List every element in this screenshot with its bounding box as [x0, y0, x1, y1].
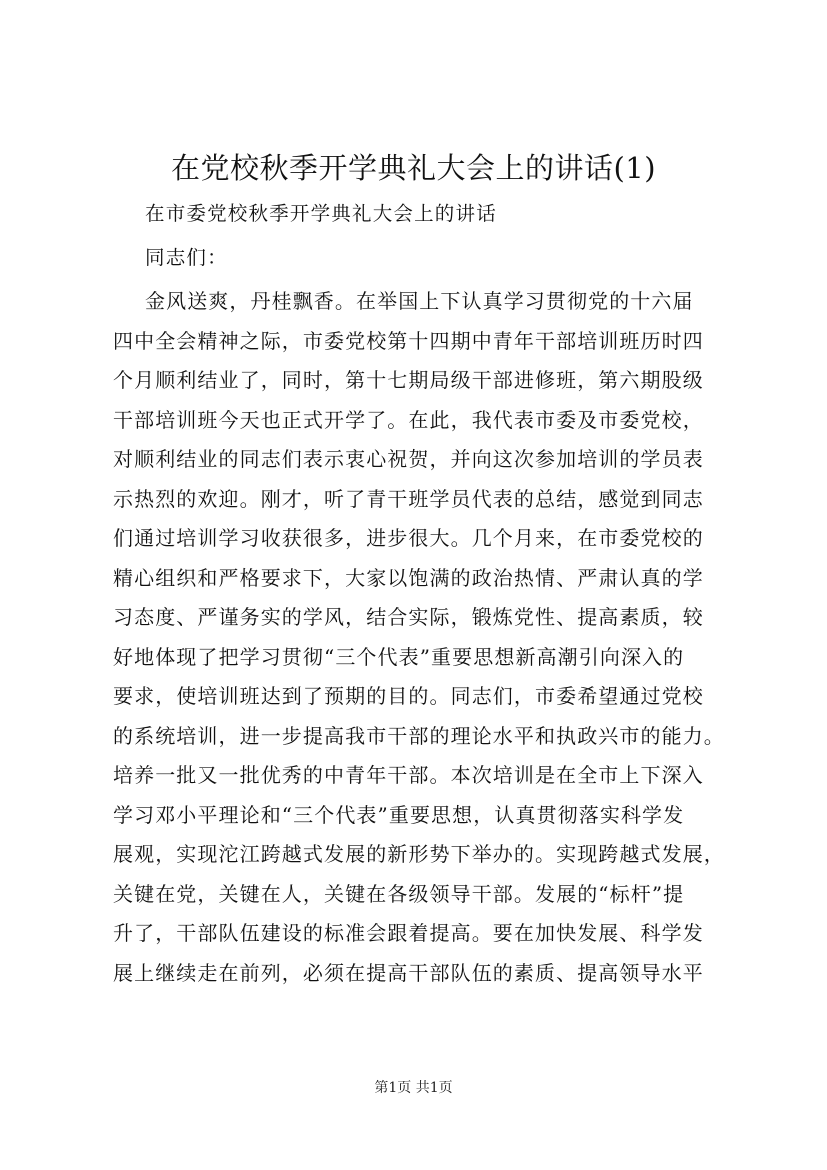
body-text	[113, 282, 743, 993]
body-line: 示热烈的欢迎。刚才，听了青干班学员代表的总结，感觉到同志	[113, 486, 704, 511]
body-line: 培养一批又一批优秀的中青年干部。本次培训是在全市上下深入	[113, 763, 704, 787]
body-line: 个月顺利结业了，同时，第十七期局级干部进修班，第六期股级	[113, 368, 704, 392]
body-line: 金风送爽，丹桂飘香。在举国上下认真学习贯彻党的十六届	[145, 289, 694, 313]
body-line: 干部培训班今天也正式开学了。在此，我代表市委及市委党校，	[113, 407, 704, 432]
body-line: 的系统培训，进一步提高我市干部的理论水平和执政兴市的能力。	[113, 723, 725, 748]
body-line: 好地体现了把学习贯彻“三个代表”重要思想新高潮引向深入的	[113, 644, 685, 669]
body-line: 学习邓小平理论和“三个代表”重要思想，认真贯彻落实科学发	[113, 802, 685, 827]
document-subtitle: 在市委党校秋季开学典礼大会上的讲话	[145, 202, 497, 225]
body-line: 展观，实现沱江跨越式发展的新形势下举办的。实现跨越式发展，	[113, 842, 725, 866]
body-line: 们通过培训学习收获很多，进步很大。几个月来，在市委党校的	[113, 526, 704, 550]
body-line: 要求，使培训班达到了预期的目的。同志们，市委希望通过党校	[113, 684, 704, 708]
body-line: 对顺利结业的同志们表示衷心祝贺，并向这次参加培训的学员表	[113, 447, 704, 471]
page-number: 第1页 共1页	[374, 1080, 453, 1096]
salutation: 同志们：	[145, 246, 228, 269]
body-line: 展上继续走在前列，必须在提高干部队伍的素质、提高领导水平	[113, 960, 704, 985]
document-title: 在党校秋季开学典礼大会上的讲话(1)	[170, 151, 657, 185]
body-line: 习态度、严谨务实的学风，结合实际，锻炼党性、提高素质，较	[113, 605, 704, 629]
body-line: 精心组织和严格要求下，大家以饱满的政治热情、严肃认真的学	[113, 565, 704, 590]
body-line: 关键在党，关键在人，关键在各级领导干部。发展的“标杆”提	[113, 881, 685, 906]
body-line: 四中全会精神之际，市委党校第十四期中青年干部培训班历时四	[113, 328, 704, 353]
body-line: 升了，干部队伍建设的标准会跟着提高。要在加快发展、科学发	[113, 921, 704, 945]
